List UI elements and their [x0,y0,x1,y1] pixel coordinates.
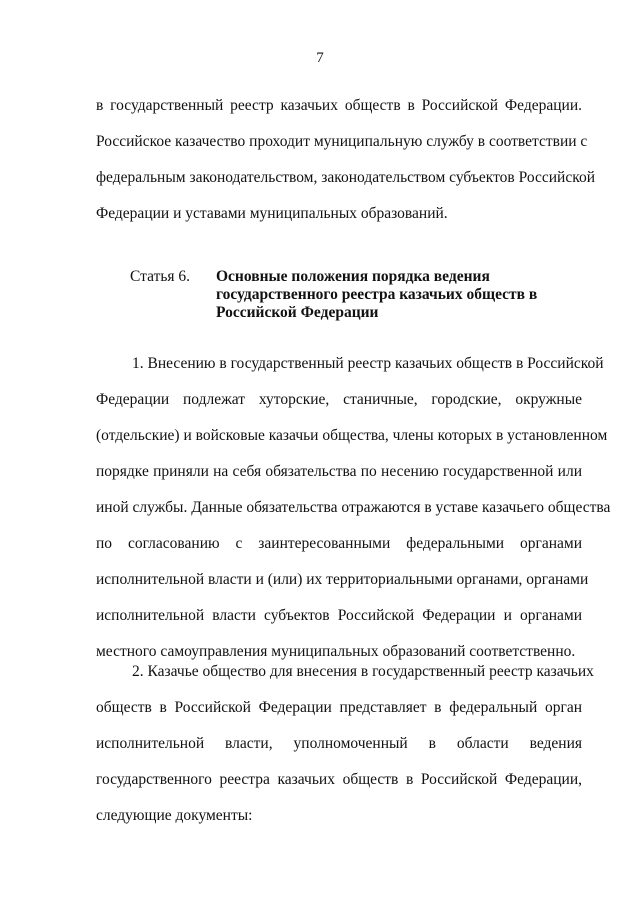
text-line: Российское казачество проходит муниципальную службу в соответствии с [96,133,588,150]
text-line: в государственный реестр казачьих обществ в Российской Федерации. [96,97,582,114]
paragraph-continuation [96,96,596,240]
text-line: иной службы. Данные обязательства отражаются в уставе казачьего общества [96,499,611,516]
text-line: исполнительной власти и (или) их территориальными органами, органами [96,571,589,588]
article-title-line: Российской Федерации [216,304,379,321]
text-line: следующие документы: [96,807,253,824]
text-line: исполнительной власти, уполномоченный в области ведения [96,735,582,752]
paragraph-item-2 [96,662,594,842]
paragraph-item-1 [96,354,611,678]
text-line: 1. Внесению в государственный реестр казачьих обществ в Российской [132,355,604,372]
text-line: по согласованию с заинтересованными федеральными органами [96,535,582,552]
text-line: (отдельские) и войсковые казачьи общества, члены которых в установленном [96,427,608,444]
text-line: Федерации подлежат хуторские, станичные, городские, окружные [96,391,582,408]
text-line: местного самоуправления муниципальных образований соответственно. [96,643,576,660]
text-line: 2. Казачье общество для внесения в государственный реестр казачьих [132,663,594,680]
text-line: Федерации и уставами муниципальных образований. [96,205,448,222]
article-title [216,268,576,322]
article-title-line: Основные положения порядка ведения [216,268,490,285]
article-number: Статья 6. [130,268,191,285]
article-title-line: государственного реестра казачьих обществ в [216,286,538,303]
text-line: обществ в Российской Федерации представляет в федеральный орган [96,699,582,716]
text-line: федеральным законодательством, законодательством субъектов Российской [96,169,596,186]
text-line: государственного реестра казачьих обществ в Российской Федерации, [96,771,582,788]
text-line: порядке приняли на себя обязательства по несению государственной или [96,463,582,480]
page-number: 7 [316,50,324,66]
text-line: исполнительной власти субъектов Российской Федерации и органами [96,607,582,624]
